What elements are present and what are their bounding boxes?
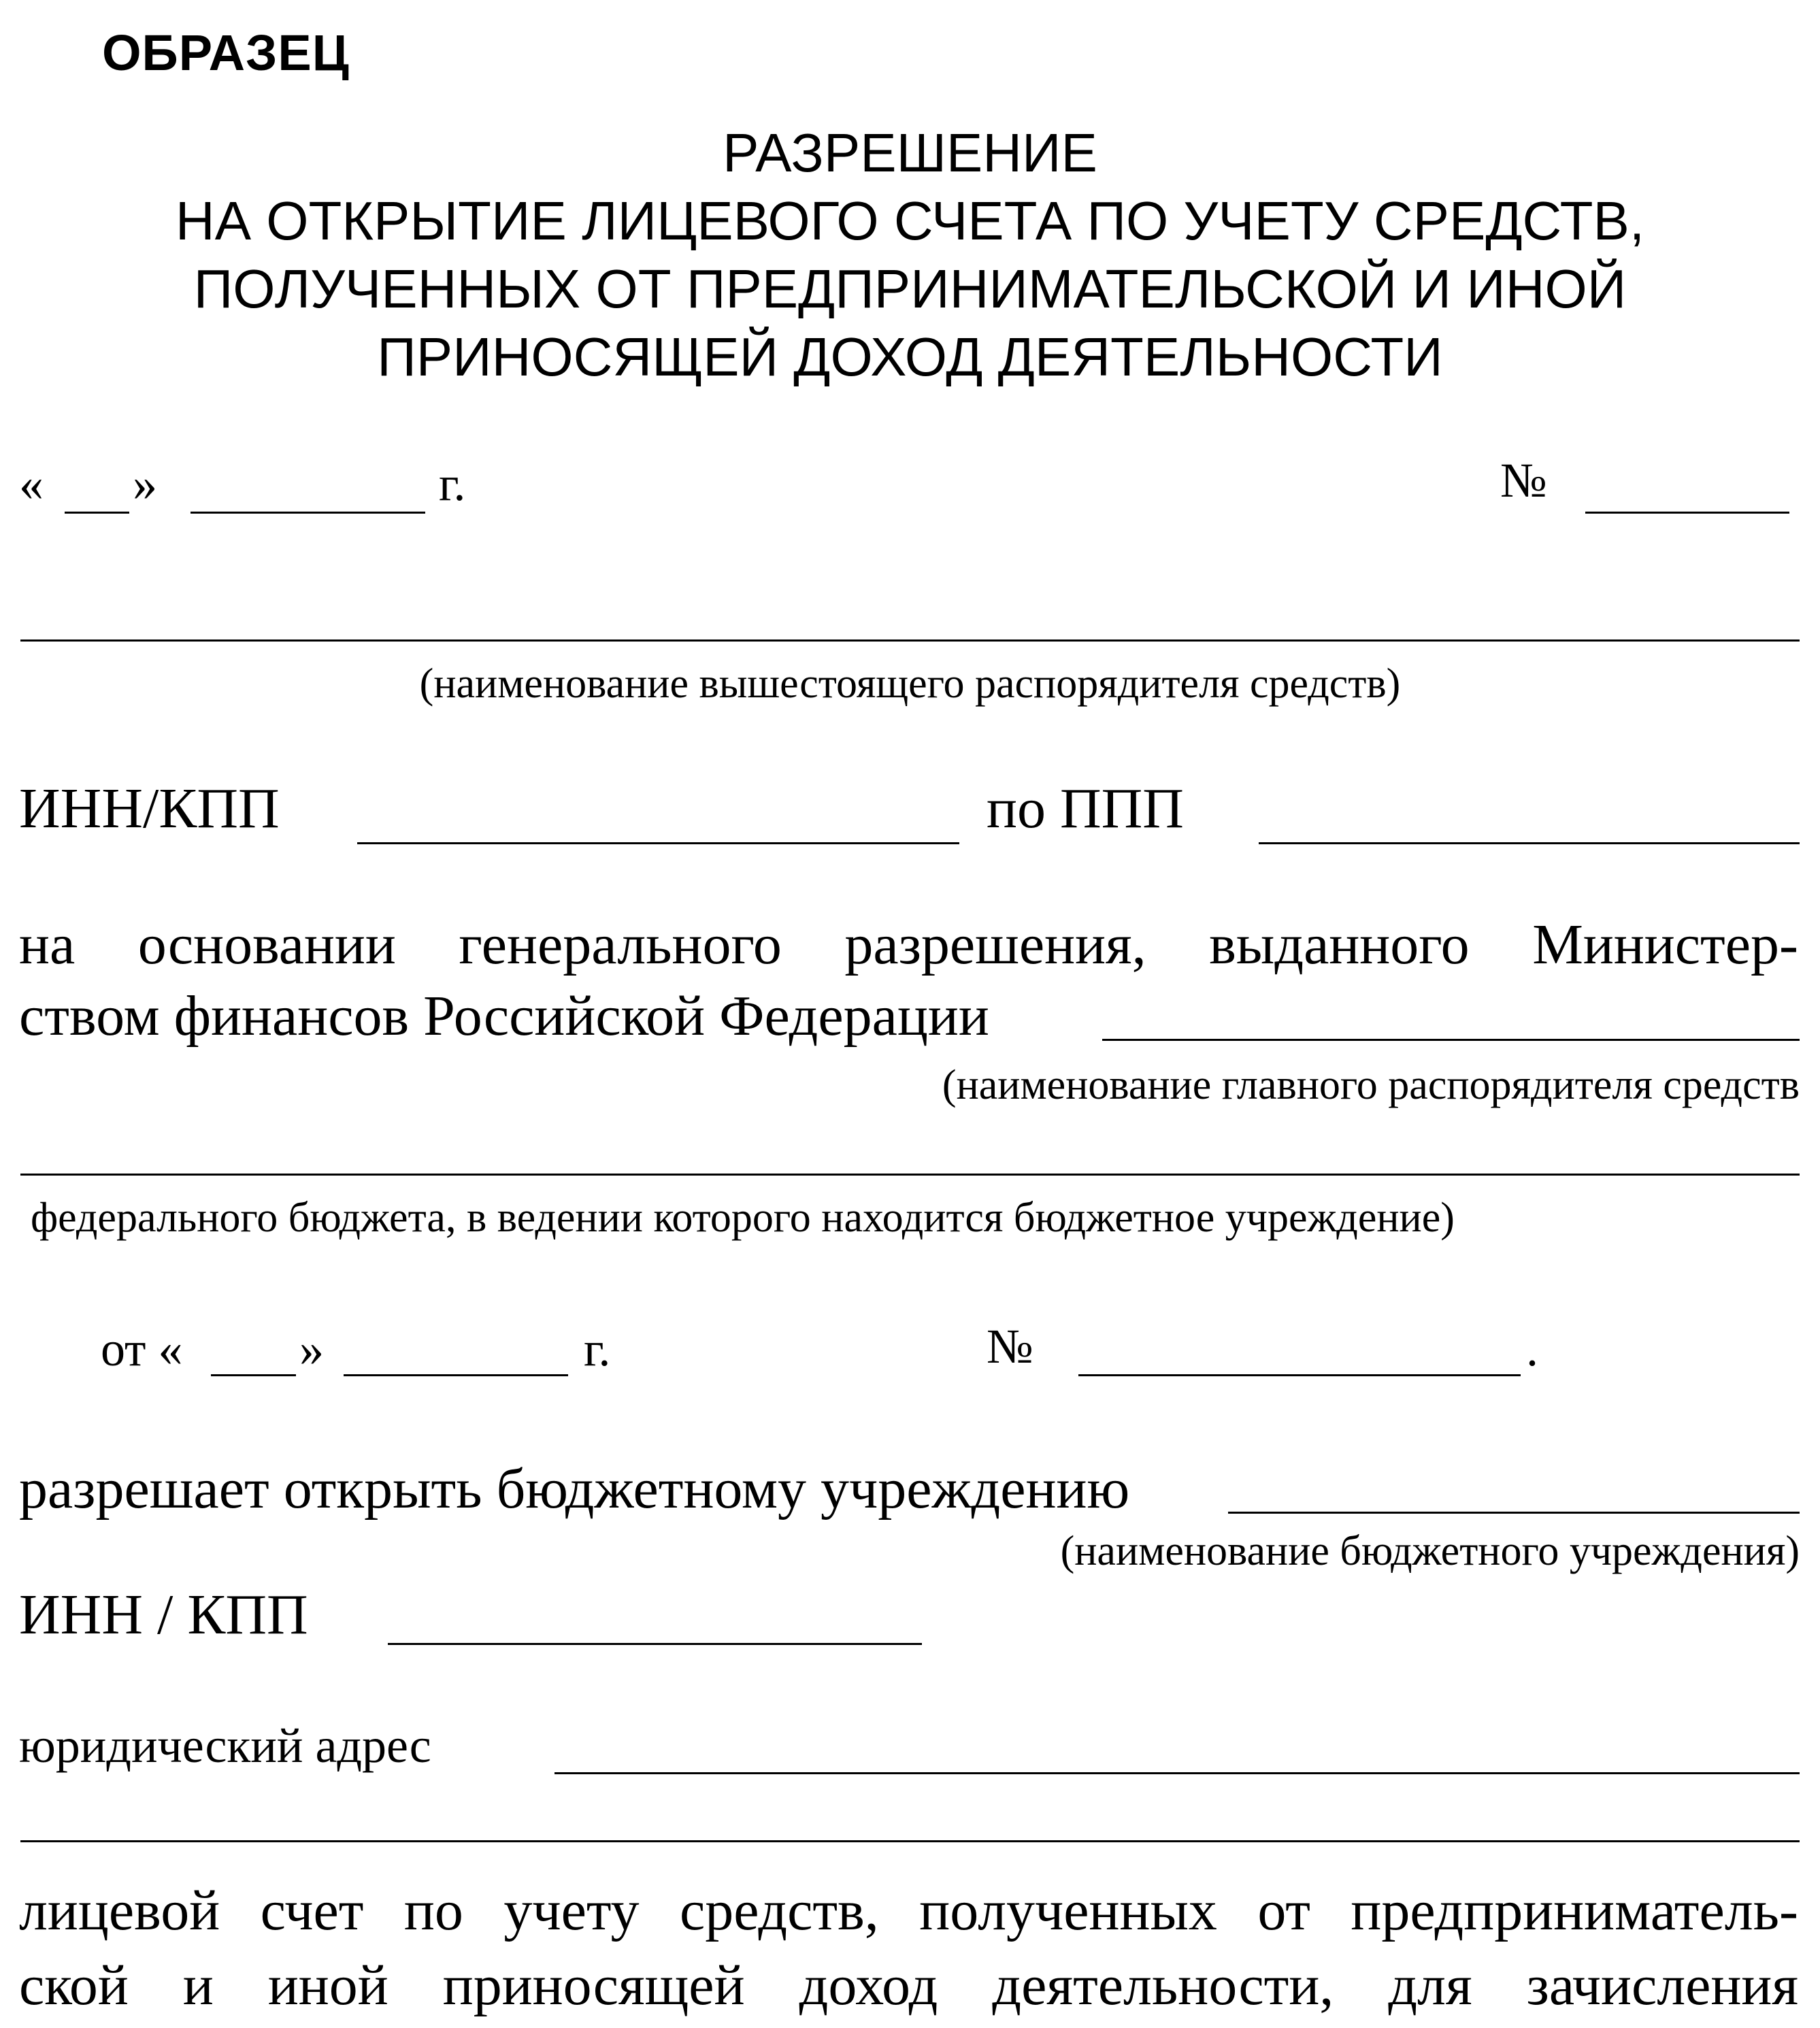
from-period: . xyxy=(1526,1322,1538,1376)
chief-manager-caption-2: федерального бюджета, в ведении которого находится бюджетное учреждение) xyxy=(31,1195,1455,1241)
from-number-field[interactable] xyxy=(1078,1374,1521,1376)
from-number-sign: № xyxy=(987,1319,1033,1374)
ppp-label: по ППП xyxy=(987,777,1184,840)
number-sign: № xyxy=(1500,453,1547,508)
legal-address-label: юридический адрес xyxy=(19,1718,431,1773)
chief-manager-caption: (наименование главного распорядителя средств xyxy=(942,1062,1800,1108)
basis-text-line-1: на основании генерального разрешения, выданного Министер- xyxy=(19,913,1798,976)
account-text-line-1: лицевой счет по учету средств, полученных от предприниматель- xyxy=(19,1879,1798,1942)
date-quote-open: « xyxy=(19,456,44,511)
date-year-suffix: г. xyxy=(439,456,466,511)
document-title-line-4: ПРИНОСЯЩЕЙ ДОХОД ДЕЯТЕЛЬНОСТИ xyxy=(377,327,1443,387)
inn-kpp-field[interactable] xyxy=(357,842,959,844)
superior-manager-field[interactable] xyxy=(20,639,1800,642)
from-date-month-field[interactable] xyxy=(344,1374,568,1376)
document-number-field[interactable] xyxy=(1585,512,1789,514)
superior-manager-caption: (наименование вышестоящего распорядителя средств) xyxy=(419,661,1401,707)
from-date-quote-close: » xyxy=(299,1322,324,1376)
from-date-prefix: от « xyxy=(101,1322,183,1376)
inn-kpp-label: ИНН/КПП xyxy=(19,777,280,840)
date-month-field[interactable] xyxy=(191,512,425,514)
inn-kpp-field-2[interactable] xyxy=(388,1643,922,1645)
date-day-field[interactable] xyxy=(65,512,129,514)
chief-manager-field-2[interactable] xyxy=(20,1174,1800,1176)
legal-address-field[interactable] xyxy=(555,1772,1800,1774)
date-quote-close: » xyxy=(133,456,157,511)
legal-address-field-2[interactable] xyxy=(20,1840,1800,1842)
inn-kpp-label-2: ИНН / КПП xyxy=(19,1583,308,1646)
basis-text-line-2: ством финансов Российской Федерации xyxy=(19,984,989,1048)
from-date-year-suffix: г. xyxy=(584,1322,611,1376)
document-title-line-1: РАЗРЕШЕНИЕ xyxy=(723,122,1097,183)
document-title-line-3: ПОЛУЧЕННЫХ ОТ ПРЕДПРИНИМАТЕЛЬСКОЙ И ИНОЙ xyxy=(193,259,1627,319)
from-date-day-field[interactable] xyxy=(211,1374,296,1376)
permits-text: разрешает открыть бюджетному учреждению xyxy=(19,1457,1130,1520)
sample-stamp: ОБРАЗЕЦ xyxy=(102,24,350,81)
budget-institution-caption: (наименование бюджетного учреждения) xyxy=(1060,1528,1800,1574)
ppp-field[interactable] xyxy=(1259,842,1800,844)
account-text-line-2: ской и иной приносящей доход деятельности, для зачисления xyxy=(19,1954,1798,2017)
document-title-line-2: НА ОТКРЫТИЕ ЛИЦЕВОГО СЧЕТА ПО УЧЕТУ СРЕДСТВ, xyxy=(175,190,1645,251)
chief-manager-field[interactable] xyxy=(1102,1039,1800,1041)
budget-institution-field[interactable] xyxy=(1228,1512,1800,1514)
